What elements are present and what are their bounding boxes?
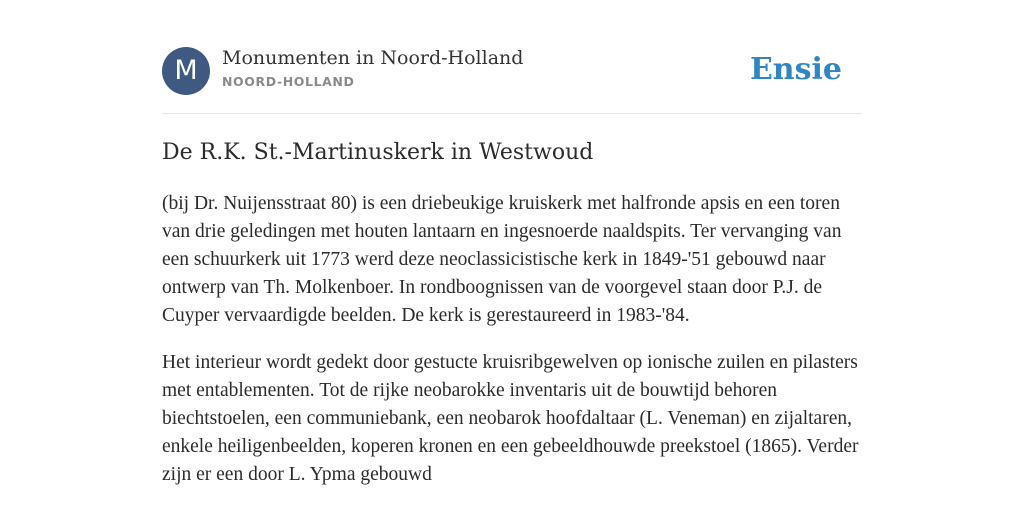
header-divider bbox=[162, 113, 862, 114]
avatar[interactable]: M bbox=[162, 47, 210, 95]
article-body bbox=[162, 190, 862, 508]
header bbox=[162, 46, 862, 96]
article-title: De R.K. St.-Martinuskerk in Westwoud bbox=[162, 140, 594, 165]
site-subtitle[interactable]: NOORD-HOLLAND bbox=[222, 74, 355, 89]
paragraph: Het interieur wordt gedekt door gestucte kruisribgewelven op ionische zuilen en pilasters met entablementen. Tot de rijke neobarokke inventaris uit de bouwtijd behoren biechtstoelen, een communiebank, een neobarok hoofdaltaar (L. Veneman) en zijaltaren, enkele heiligenbeelden, koperen kronen en een gebeeldhouwde preekstoel (1865). Verder zijn er een door L. Ypma gebouwd bbox=[162, 352, 859, 485]
paragraph: (bij Dr. Nuijensstraat 80) is een driebeukige kruiskerk met halfronde apsis en een toren van drie geledingen met houten lantaarn en ingesnoerde naaldspits. Ter vervanging van een schuurkerk uit 1773 werd deze neoclassicistische kerk in 1849-'51 gebouwd naar ontwerp van Th. Molkenboer. In rondboognissen van de voorgevel staan door P.J. de Cuyper vervaardigde beelden. De kerk is gerestaureerd in 1983-'84. bbox=[162, 193, 842, 326]
brand-logo[interactable]: Ensie bbox=[749, 52, 842, 87]
site-title[interactable]: Monumenten in Noord-Holland bbox=[222, 47, 524, 69]
